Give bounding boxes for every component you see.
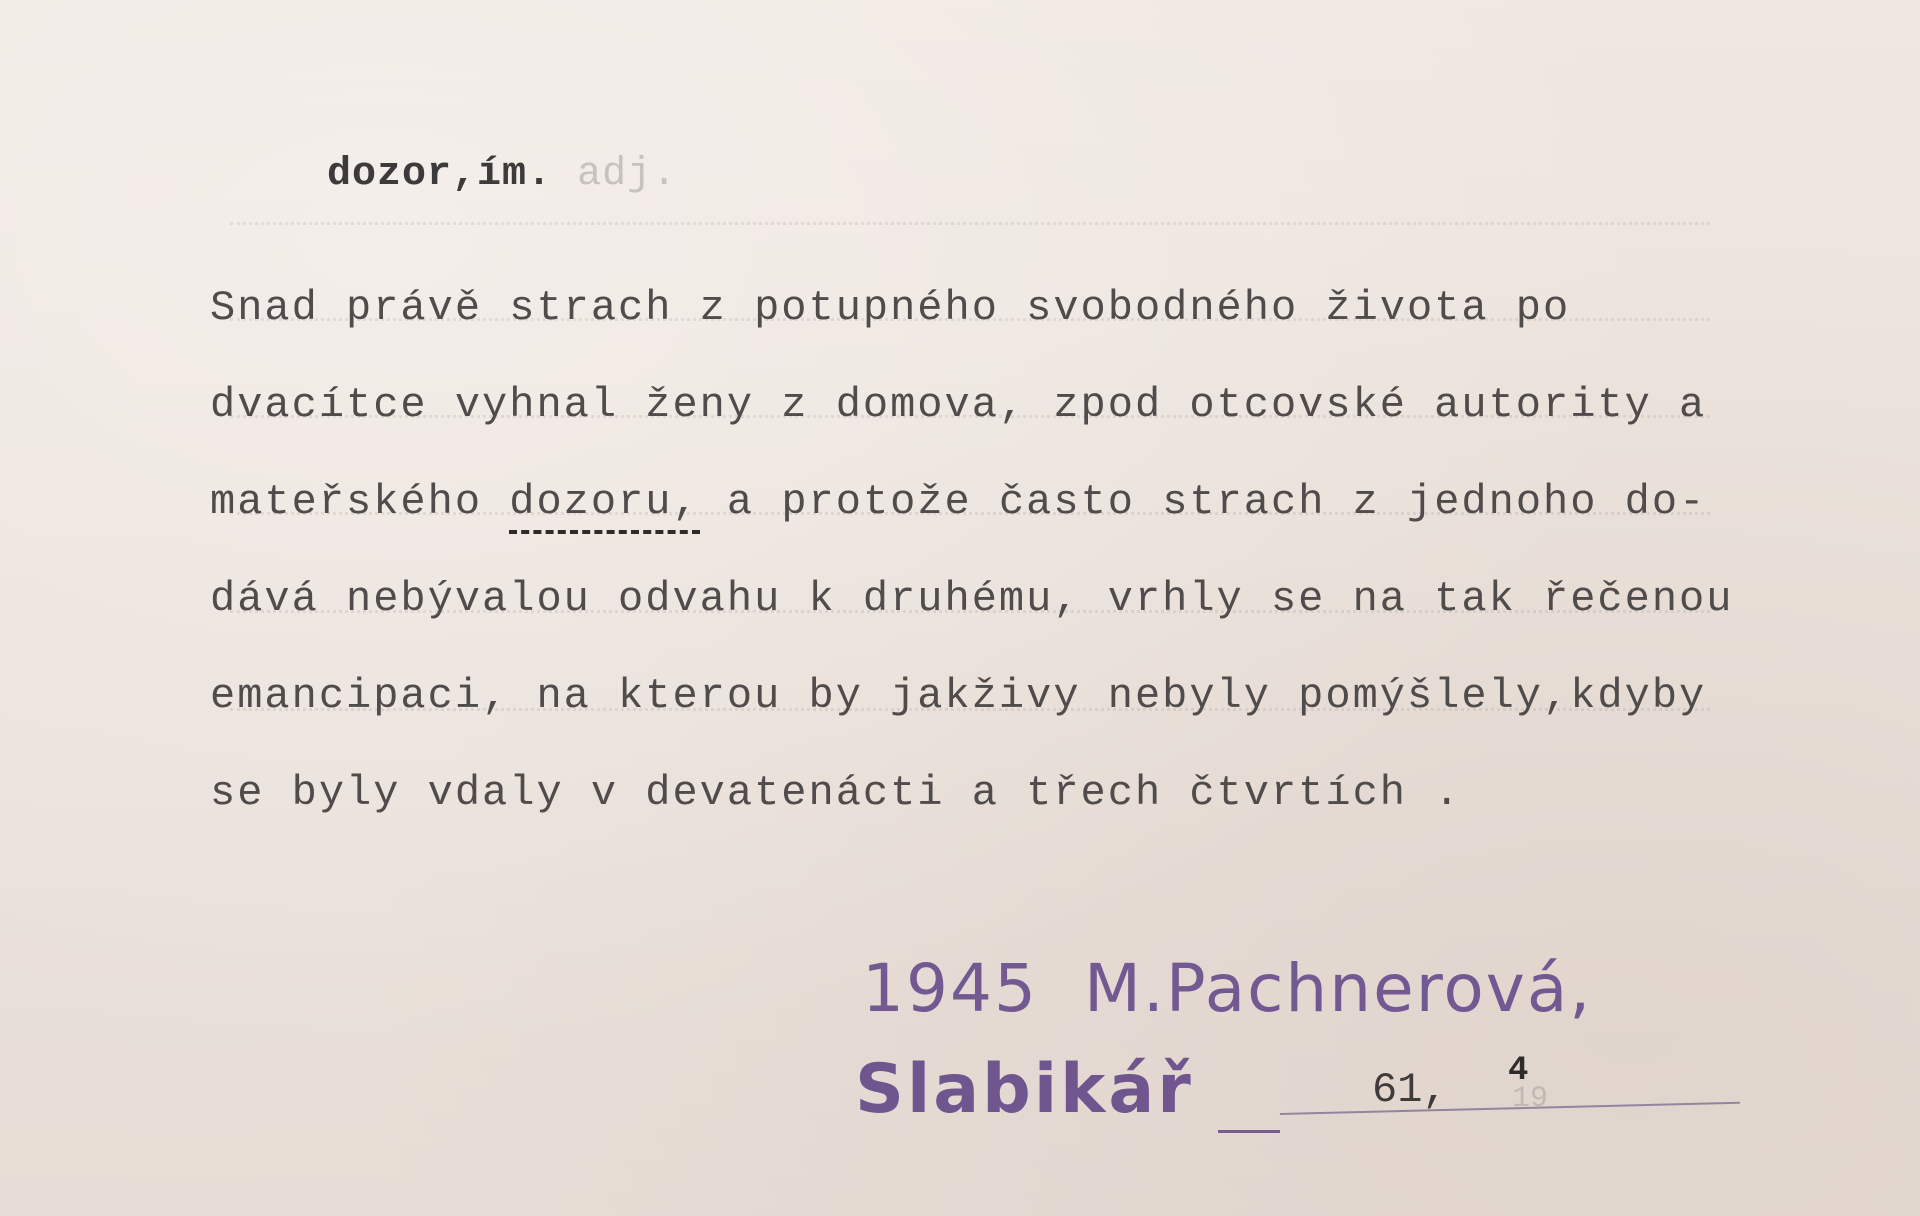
source-title: Slabikář bbox=[855, 1050, 1194, 1129]
underlined-headword: dozoru, bbox=[509, 478, 699, 534]
page-mark: 4 bbox=[1508, 1052, 1529, 1090]
excerpt-text bbox=[210, 278, 1890, 860]
page-reference: 61, bbox=[1372, 1066, 1448, 1114]
stamp-underline bbox=[1218, 1130, 1280, 1133]
text-line bbox=[210, 472, 1890, 569]
text-line: Snad právě strach z potupného svobodného života po bbox=[210, 284, 1571, 332]
headword: dozor, bbox=[327, 152, 478, 197]
source-author: M.Pachnerová, bbox=[1083, 950, 1593, 1027]
text-line: emancipaci, na kterou by jakživy nebyly pomýšlely,kdyby bbox=[210, 672, 1707, 720]
text-line: se byly vdaly v devatenácti a třech čtvrtích . bbox=[210, 769, 1462, 817]
text-line: dvacítce vyhnal ženy z domova, zpod otcovské autority a bbox=[210, 381, 1707, 429]
headword-line bbox=[327, 152, 677, 197]
source-stamp-author bbox=[862, 950, 1592, 1027]
text-fragment: a protože často strach z jednoho do- bbox=[726, 478, 1707, 526]
text-fragment: mateřského bbox=[210, 478, 483, 526]
show-through-line bbox=[230, 222, 1710, 247]
grammar-label: ím. bbox=[477, 152, 553, 197]
reference-underline bbox=[1280, 1102, 1740, 1115]
source-year: 1945 bbox=[862, 950, 1038, 1027]
text-line: dává nebývalou odvahu k druhému, vrhly se na tak řečenou bbox=[210, 575, 1734, 623]
faded-note: adj. bbox=[577, 152, 678, 197]
page-mark-faded: 19 bbox=[1512, 1082, 1549, 1116]
